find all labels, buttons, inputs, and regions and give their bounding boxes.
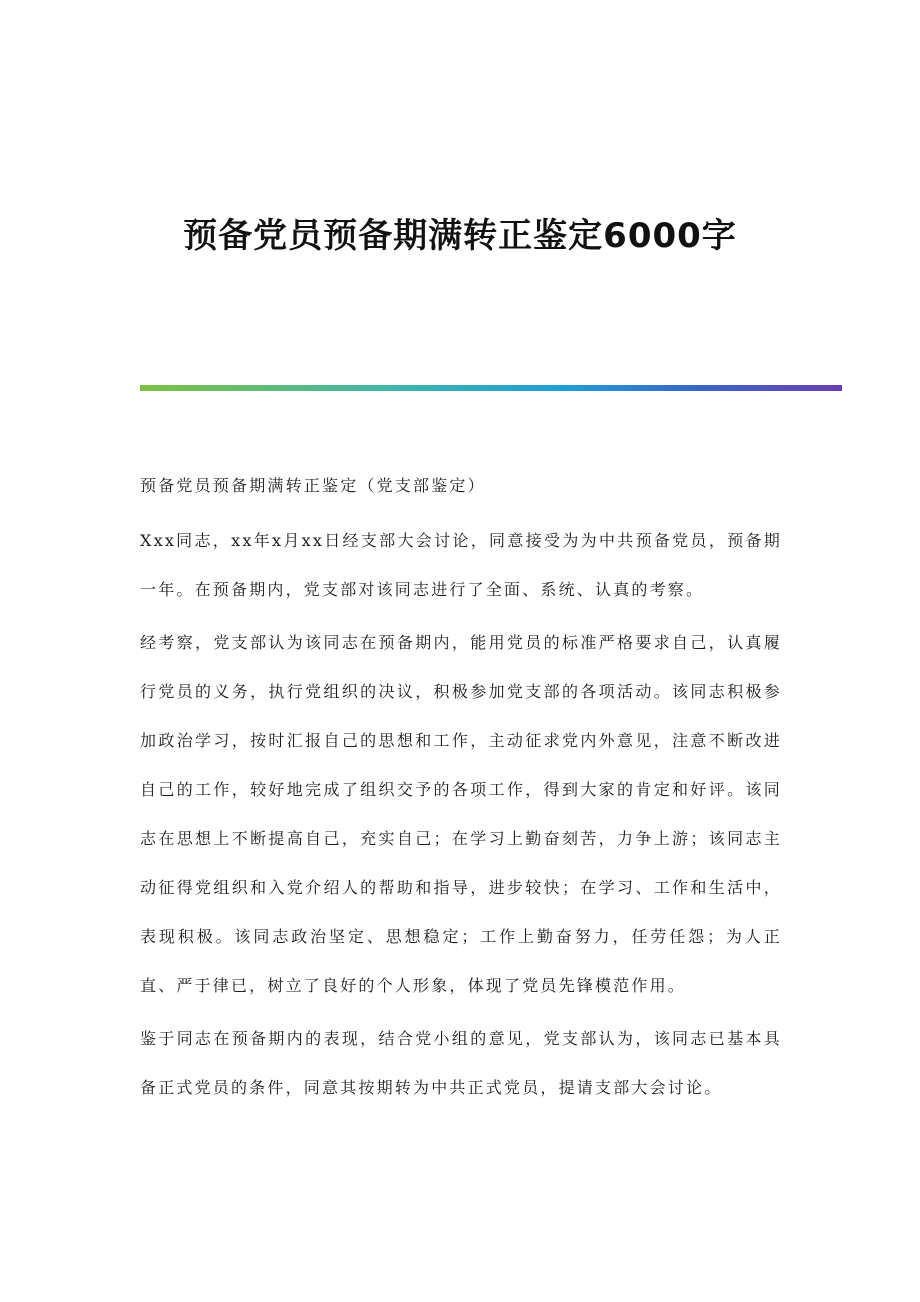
title-divider [140, 385, 842, 391]
paragraph-intro: Xxx同志，xx年x月xx日经支部大会讨论，同意接受为为中共预备党员，预备期一年。在预备期内，党支部对该同志进行了全面、系统、认真的考察。 [140, 531, 782, 599]
document-body [140, 461, 782, 1112]
paragraph-conclusion: 鉴于同志在预备期内的表现，结合党小组的意见，党支部认为，该同志已基本具备正式党员的条件，同意其按期转为中共正式党员，提请支部大会讨论。 [140, 1029, 782, 1097]
section-heading: 预备党员预备期满转正鉴定（党支部鉴定） [140, 476, 486, 495]
paragraph-assessment: 经考察，党支部认为该同志在预备期内，能用党员的标准严格要求自己，认真履行党员的义务，执行党组织的决议，积极参加党支部的各项活动。该同志积极参加政治学习，按时汇报自己的思想和工作，主动征求党内外意见，注意不断改进自己的工作，较好地完成了组织交予的各项工作，得到大家的肯定和好评。该同志在思想上不断提高自己，充实自己；在学习上勤奋刻苦，力争上游；该同志主动征得党组织和入党介绍人的帮助和指导，进步较快；在学习、工作和生活中，表现积极。该同志政治坚定、思想稳定；工作上勤奋努力，任劳任怨；为人正直、严于律已，树立了良好的个人形象，体现了党员先锋模范作用。 [140, 633, 782, 995]
document-title: 预备党员预备期满转正鉴定6000字 [183, 216, 737, 256]
